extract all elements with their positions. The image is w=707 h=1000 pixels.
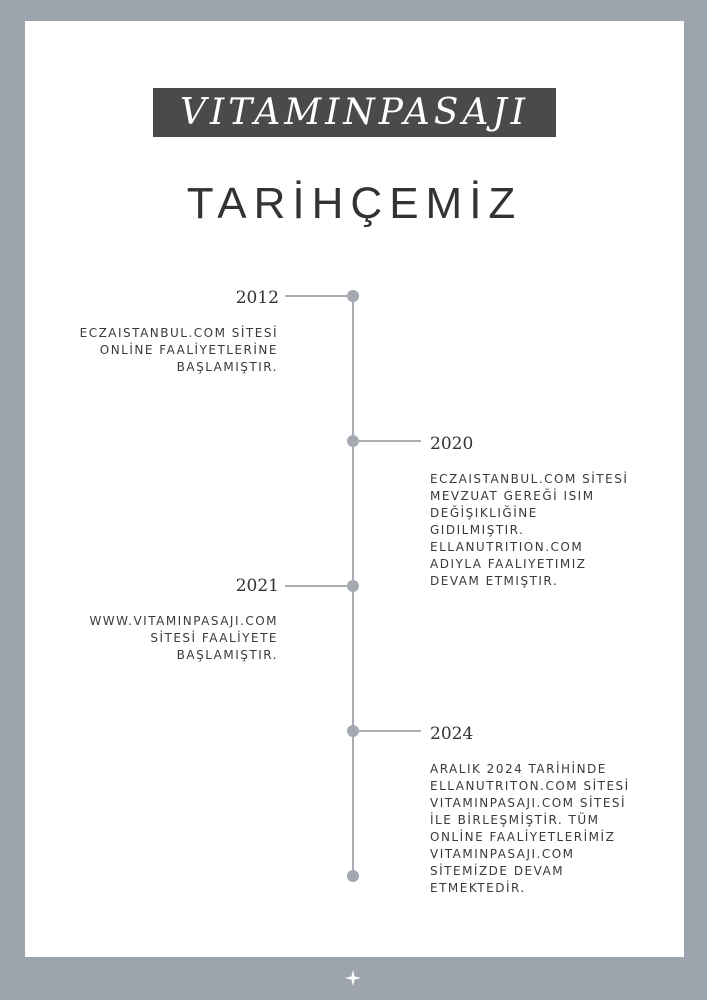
document-page [25, 21, 684, 957]
timeline-branch-2024 [355, 730, 421, 732]
timeline-branch-2020 [355, 440, 421, 442]
timeline-branch-2012 [285, 295, 351, 297]
timeline-year-2012: 2012 [235, 288, 279, 308]
timeline-text-2024: ARALIK 2024 TARİHİNDE ELLANUTRITON.COM SİTESİ VITAMINPASAJI.COM SİTESİ İLE BİRLEŞMİŞTİR. TÜM ONLİNE FAALİYETLERİMİZ VITAMINPASAJI.COM SİTEMİZDE DEVAM ETMEKTEDİR. [430, 762, 630, 895]
timeline-year-2021: 2021 [235, 576, 279, 596]
sparkle-icon-svg [345, 970, 361, 986]
timeline-text-2021: WWW.VITAMINPASAJI.COM SİTESİ FAALİYETE BAŞLAMIŞTIR. [89, 614, 278, 662]
timeline-text-2012: ECZAISTANBUL.COM SİTESİ ONLİNE FAALİYETLERİNE BAŞLAMIŞTIR. [79, 326, 278, 374]
timeline-year-2024: 2024 [430, 724, 474, 744]
timeline-year-2020: 2020 [430, 434, 474, 454]
timeline-branch-2021 [285, 585, 351, 587]
sparkle-icon [345, 970, 361, 986]
timeline-text-2020: ECZAISTANBUL.COM SİTESİ MEVZUAT GEREĞİ ISIM DEĞİŞIKLIĞİNE GIDILMIŞTIR. ELLANUTRITION.COM ADIYLA FAALIYETIMIZ DEVAM ETMIŞTIR. [430, 472, 629, 588]
brand-logo [153, 88, 556, 137]
page-title: TARİHÇEMİZ [186, 179, 523, 228]
timeline-end-dot [347, 870, 359, 882]
brand-logo-text: VITAMINPASAJI [179, 92, 530, 133]
